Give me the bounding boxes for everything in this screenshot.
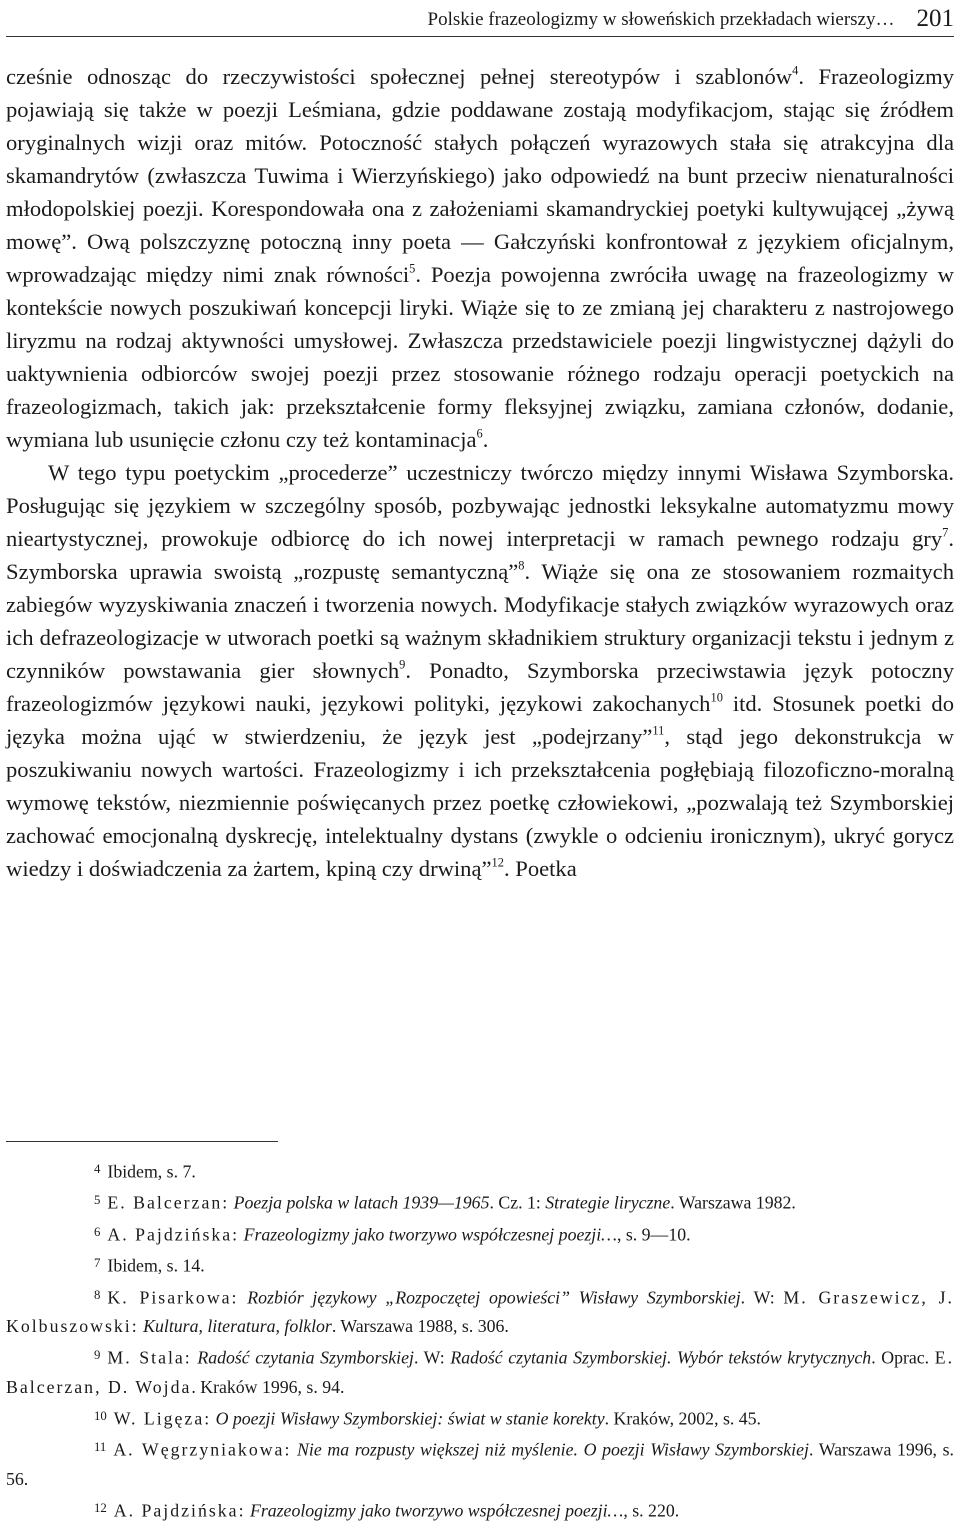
footnote-11 <box>6 1433 954 1493</box>
footnote-ref-4[interactable]: 4 <box>792 63 799 78</box>
footnote-number: 4 <box>94 1162 101 1176</box>
text-run: . Ponadto, Szymborska przeciwstawia język potoczny frazeologizmów językowi nauki, językowi polityki, językowi zakochanych <box>6 658 954 716</box>
footnote-text: . Warszawa 1996, s. 56. <box>6 1439 954 1489</box>
footnote-author: K. Pisarkowa: <box>107 1287 239 1308</box>
footnote-title: Kultura, literatura, folklor <box>143 1316 332 1337</box>
text-run: cześnie odnosząc do rzeczywistości społecznej pełnej stereotypów i szablonów <box>6 64 793 89</box>
text-run: W tego typu poetyckim „procederze” uczestniczy twórczo między innymi Wisława Szymborska. Posługując się językiem w szczególny sposób, pozbywając jednostki leksykalne automatyzmu mowy nieartystycznej, prowokuje odbiorcę do ich nowej interpretacji w ramach pewnego rodzaju gry <box>6 460 954 551</box>
footnote-author: M. Stala: <box>107 1347 192 1368</box>
footnotes <box>6 1155 954 1525</box>
footnote-text: Ibidem, s. 14. <box>107 1255 205 1276</box>
footnote-number: 7 <box>94 1256 101 1271</box>
footnote-number: 9 <box>94 1348 101 1363</box>
footnote-author: A. Pajdzińska: <box>113 1500 246 1521</box>
text-run: . Szymborska uprawia swoistą „rozpustę semantyczną” <box>6 526 954 584</box>
footnote-separator <box>6 1141 278 1142</box>
footnote-7 <box>6 1249 954 1280</box>
text-run: . <box>482 427 489 452</box>
running-title: Polskie frazeologizmy w słoweńskich przekładach wierszy… <box>427 9 895 30</box>
footnote-number: 8 <box>94 1287 101 1302</box>
footnote-8 <box>6 1281 954 1341</box>
footnote-text: . Kraków, 2002, s. 45. <box>604 1408 762 1429</box>
footnote-number: 11 <box>94 1440 107 1455</box>
footnote-text: . W: <box>740 1287 784 1308</box>
footnote-text: . Kraków 1996, s. 94. <box>191 1376 345 1397</box>
footnote-ref-10[interactable]: 10 <box>710 690 723 705</box>
footnote-5 <box>6 1186 954 1217</box>
footnote-9 <box>6 1341 954 1401</box>
footnote-10 <box>6 1402 954 1433</box>
footnote-ref-8[interactable]: 8 <box>518 558 525 573</box>
footnote-author: W. Ligęza: <box>113 1408 212 1429</box>
footnote-ref-12[interactable]: 12 <box>491 855 504 870</box>
footnote-12 <box>6 1494 954 1525</box>
footnote-title: O poezji Wisławy Szymborskiej: świat w stanie korekty <box>215 1408 605 1429</box>
footnote-ref-6[interactable]: 6 <box>476 426 483 441</box>
text-run: itd. Stosunek poetki do języka można ująć w stwierdzeniu, że język jest „podejrzany” <box>6 691 954 749</box>
footnote-title: Strategie liryczne <box>545 1192 671 1213</box>
footnote-4 <box>6 1155 954 1186</box>
footnote-author: M. Graszewicz, J. Kolbuszowski: <box>6 1287 954 1337</box>
footnote-text: . Oprac. <box>871 1347 935 1368</box>
footnote-number: 10 <box>94 1408 107 1423</box>
footnote-ref-7[interactable]: 7 <box>942 525 949 540</box>
footnote-title: Poezja polska w latach 1939—1965 <box>233 1192 490 1213</box>
text-run: . Frazeologizmy pojawiają się także w poezji Leśmiana, gdzie poddawane zostają modyfikacjom, stając się źródłem oryginalnych wizji oraz mitów. Potoczność stałych połączeń wyrazowych stała się atrakcyjna dla skamandrytów (zwłaszcza Tuwima i Wierzyńskiego) jako odpowiedź na bunt przeciw nienaturalności młodopolskiej poezji. Korespondowała ona z założeniami skamandryckiej poetyki kultywującej „żywą mowę”. Ową polszczyznę potoczną inny poeta — Gałczyński konfrontował z językiem oficjalnym, wprowadzając między nimi znak równości <box>6 64 954 287</box>
main-text <box>6 60 954 885</box>
footnote-text: . Warszawa 1988, s. 306. <box>331 1316 509 1337</box>
footnote-ref-5[interactable]: 5 <box>409 261 416 276</box>
text-run: . Poetka <box>503 856 577 881</box>
footnote-title: Nie ma rozpusty większej niż myślenie. O poezji Wisławy Szymborskiej <box>297 1439 809 1460</box>
footnote-number: 5 <box>94 1193 101 1208</box>
paragraph-2 <box>6 456 954 885</box>
paragraph-1 <box>6 60 954 456</box>
footnote-author: E. Balcerzan, D. Wojda <box>6 1347 955 1397</box>
footnote-text: Ibidem, s. 7. <box>107 1161 196 1182</box>
footnote-6 <box>6 1218 954 1249</box>
footnote-author: E. Balcerzan: <box>107 1192 230 1213</box>
text-run: . Poezja powojenna zwróciła uwagę na frazeologizmy w kontekście nowych poszukiwań koncepcji liryki. Wiąże się to ze zmianą jej charakteru z nastrojowego liryzmu na rodzaj aktywności umysłowej. Zwłaszcza przedstawiciele poezji lingwistycznej dążyli do uaktywnienia odbiorców swojej poezji przez stosowanie różnego rodzaju operacji poetyckich na frazeologizmach, takich jak: przekształcenie formy fleksyjnej związku, zamiana członów, dodanie, wymiana lub usunięcie członu czy też kontaminacja <box>6 262 954 452</box>
footnote-text: . Cz. 1: <box>489 1192 546 1213</box>
footnote-number: 12 <box>94 1500 107 1515</box>
footnote-title: Frazeologizmy jako tworzywo współczesnej poezji… <box>249 1500 624 1521</box>
footnote-author: A. Węgrzyniakowa: <box>113 1439 292 1460</box>
page-number: 201 <box>916 5 954 32</box>
footnote-number: 6 <box>94 1224 101 1239</box>
footnote-text: , s. 9—10. <box>616 1224 691 1245</box>
footnote-text: , s. 220. <box>623 1500 680 1521</box>
footnote-author: A. Pajdzińska: <box>107 1224 240 1245</box>
footnote-title: Radość czytania Szymborskiej. Wybór tekstów krytycznych <box>450 1347 872 1368</box>
footnote-ref-11[interactable]: 11 <box>652 723 665 738</box>
footnote-ref-9[interactable]: 9 <box>399 657 406 672</box>
footnote-title: Radość czytania Szymborskiej <box>197 1347 414 1368</box>
footnote-title: Rozbiór językowy „Rozpoczętej opowieści” Wisławy Szymborskiej <box>247 1287 741 1308</box>
footnote-text: . Warszawa 1982. <box>670 1192 796 1213</box>
footnote-title: Frazeologizmy jako tworzywo współczesnej poezji… <box>243 1224 617 1245</box>
running-header <box>6 0 954 37</box>
footnote-text: . W: <box>413 1347 451 1368</box>
text-run: . Wiąże się ona ze stosowaniem rozmaitych zabiegów wyzyskiwania znaczeń i tworzenia nowych. Modyfikacje stałych związków wyrazowych oraz ich defrazeologizacje w utworach poetki są ważnym składnikiem struktury organizacji tekstu i jednym z czynników powstawania gier słownych <box>6 559 954 683</box>
text-run: , stąd jego dekonstrukcja w poszukiwaniu nowych wartości. Frazeologizmy i ich przekształcenia pogłębiają filozoficzno-moralną wymowę tekstów, niezmiennie poświęcanych przez poetkę człowiekowi, „pozwalają też Szymborskiej zachować emocjonalną dyskrecję, intelektualny dystans (zwykle o odcieniu ironicznym), ukryć gorycz wiedzy i doświadczenia za żartem, kpiną czy drwiną” <box>6 724 954 881</box>
